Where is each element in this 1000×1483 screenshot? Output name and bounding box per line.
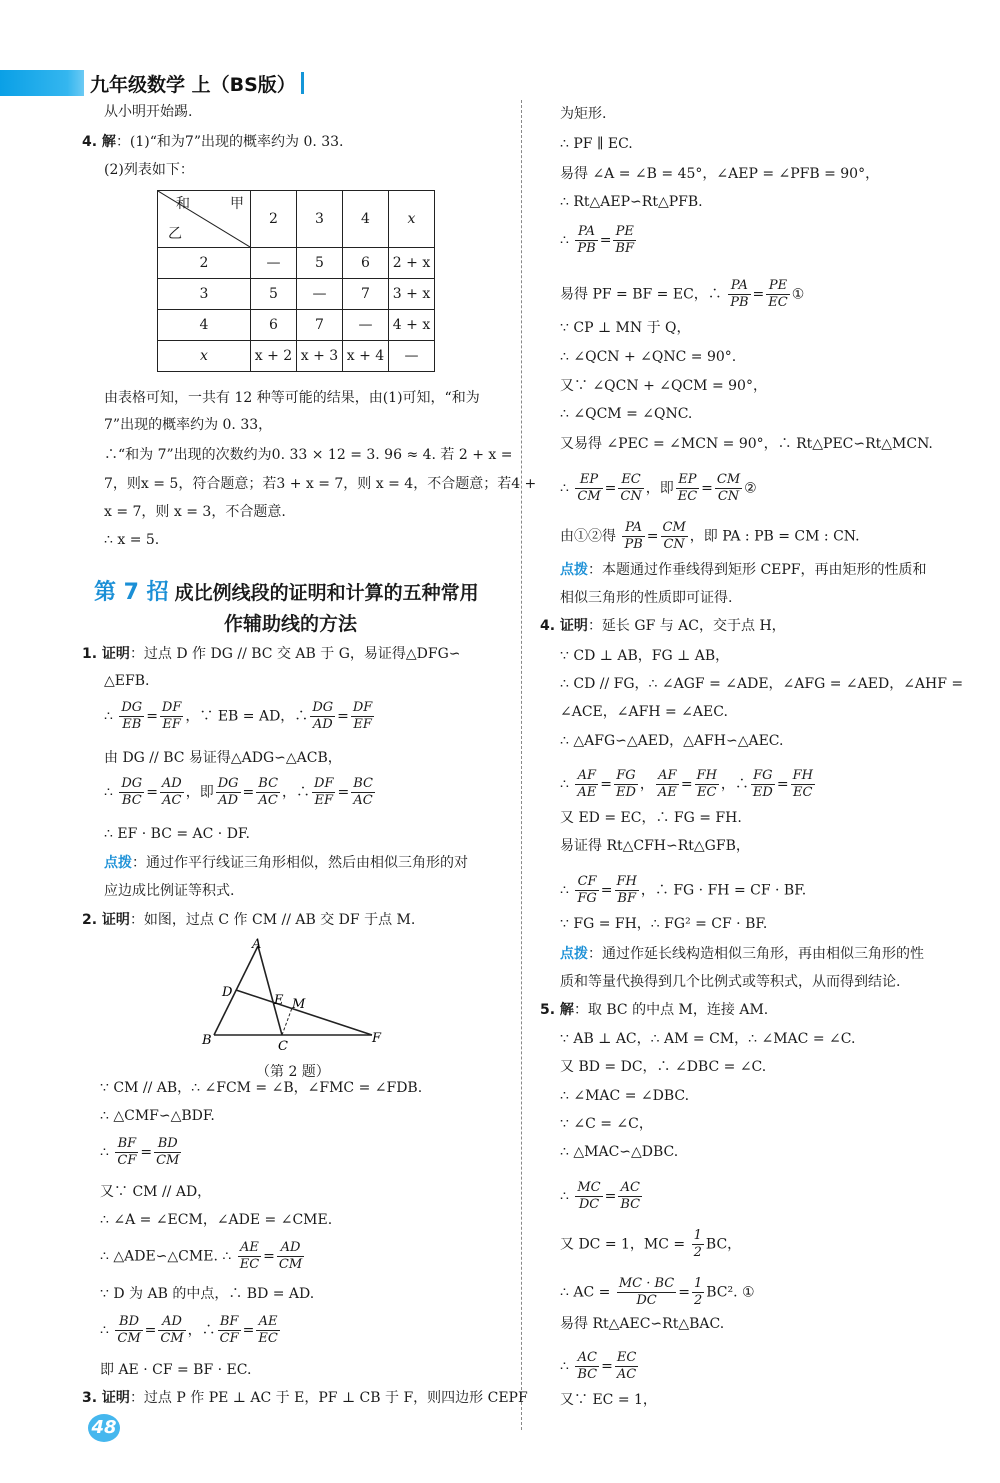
fraction-numerator: AD xyxy=(158,1314,185,1331)
table-row xyxy=(158,310,435,341)
text-line: ：(1)“和为7”出现的概率约为 0. 33. xyxy=(115,134,344,150)
formula-text: ，∴ xyxy=(720,776,749,793)
fraction-numerator: AD xyxy=(161,776,182,791)
corner-label-he: 和 xyxy=(176,196,190,212)
formula-line: ∴ △ADE∽△CME. ∴ $\frac{AE}{EC}$ = $\frac{AD}{CM}$ xyxy=(100,1240,303,1272)
fraction xyxy=(618,1180,642,1213)
text-line: ∴ CD // FG，∴ ∠AGF = ∠ADE，∠AFG = ∠AED，∠AHF = xyxy=(560,676,964,692)
formula-text: ，即 xyxy=(645,480,674,497)
fraction-denominator: BC xyxy=(577,1367,598,1382)
fraction-denominator: EC xyxy=(768,295,788,310)
text-line: 应边成比例证等积式. xyxy=(104,883,235,899)
formula-text: ∴ xyxy=(560,882,569,899)
fraction-denominator: 2 xyxy=(693,1245,702,1260)
text-line: 又 BD = DC，∴ ∠DBC = ∠C. xyxy=(560,1059,767,1075)
fraction-denominator: ED xyxy=(752,785,773,800)
proof-label: 3. 证明 xyxy=(82,1390,130,1406)
text-line: ：本题通过作垂线得到矩形 CEPF，再由矩形的性质和 xyxy=(588,562,927,578)
fraction-denominator: BF xyxy=(615,241,634,256)
proof-4 xyxy=(540,616,786,636)
table-row-header: 2 xyxy=(158,248,251,279)
formula-line: ∴ $\frac{CF}{FG}$ = $\frac{FH}{BF}$ ，∴ FG · FH = CF · BF. xyxy=(560,874,807,906)
formula-text: ，即 xyxy=(185,784,214,801)
fraction xyxy=(575,768,598,801)
formula-text: ，∴ xyxy=(187,1322,216,1339)
fraction-numerator: BC xyxy=(353,776,373,791)
formula-line xyxy=(560,1228,741,1261)
fraction-numerator: CM xyxy=(716,472,741,487)
text-line: ∴ ∠MAC = ∠DBC. xyxy=(560,1088,690,1104)
fraction xyxy=(256,1314,279,1347)
text-line: ∴ ∠QCM = ∠QNC. xyxy=(560,406,693,422)
fraction xyxy=(160,700,183,733)
fraction-denominator: EC xyxy=(677,489,698,504)
formula-text: ，即 PA : PB = CM : CN. xyxy=(689,528,860,545)
formula-text: 又 DC = 1，MC = xyxy=(560,1236,686,1253)
fraction-denominator: AC xyxy=(162,793,182,808)
point-label-d: D xyxy=(222,985,233,1000)
fraction-denominator: CF xyxy=(117,1153,137,1168)
formula-line: ∴ $\frac{BF}{CF}$ = $\frac{BD}{CM}$ xyxy=(100,1136,180,1168)
fraction-numerator: BC xyxy=(258,776,279,791)
fraction-numerator: AE xyxy=(256,1314,279,1331)
fraction xyxy=(160,776,184,809)
formula-line: 易得 PF = BF = EC，∴ $\frac{PA}{PB}$ = $\frac{PE}{EC}$ ① xyxy=(560,278,805,310)
question-4 xyxy=(82,132,344,152)
fraction-numerator: DG xyxy=(312,700,334,715)
formula-line: ∴ AC = $\frac{MC \cdot BC}{DC}$ = $\frac{1}{2}$ BC². ① xyxy=(560,1276,755,1308)
text-line: ∵ CP ⊥ MN 于 Q， xyxy=(560,320,691,336)
proof-2 xyxy=(82,910,415,930)
fraction-numerator: DF xyxy=(161,700,182,715)
fraction-numerator: BD xyxy=(115,1314,142,1331)
formula-text: ② xyxy=(744,480,757,497)
text-line: ∴ △CMF∽△BDF. xyxy=(100,1108,215,1124)
fraction xyxy=(154,1136,181,1169)
fraction xyxy=(676,472,699,505)
table-cell: 3 + x xyxy=(389,279,435,310)
fraction-numerator: FH xyxy=(792,768,813,783)
table-cell: 7 xyxy=(343,279,389,310)
tip-line xyxy=(560,944,924,964)
formula-line: ∴ $\frac{EP}{CM}$ = $\frac{EC}{CN}$ ，即 $\frac{EP}{EC}$ = $\frac{CM}{CN}$ ② xyxy=(560,472,757,504)
fraction-denominator: EF xyxy=(314,793,334,808)
fraction-numerator: PA xyxy=(575,224,597,241)
fraction-denominator: PB xyxy=(624,537,643,552)
point-label-m: M xyxy=(292,997,306,1012)
question-5 xyxy=(540,1000,768,1020)
fraction-denominator: CN xyxy=(663,537,685,552)
point-label-b: B xyxy=(202,1033,212,1048)
fraction-numerator: BD xyxy=(154,1136,181,1153)
text-line: ：取 BC 的中点 M，连接 AM. xyxy=(573,1002,769,1018)
fraction-numerator: PA xyxy=(728,278,750,295)
table-cell: — xyxy=(251,248,297,279)
tip-line xyxy=(104,853,468,873)
tip-line xyxy=(560,560,927,580)
table-cell: x + 2 xyxy=(251,341,297,372)
text-line: 易得 ∠A = ∠B = 45°，∠AEP = ∠PFB = 90°， xyxy=(560,166,880,182)
fraction-denominator: EB xyxy=(122,717,142,732)
fraction xyxy=(661,520,688,553)
fraction-denominator: EC xyxy=(258,1331,278,1346)
fraction-denominator: DC xyxy=(578,1197,600,1212)
text-line: ∵ CD ⊥ AB，FG ⊥ AB， xyxy=(560,648,730,664)
tip-label: 点拨 xyxy=(560,946,588,962)
fraction xyxy=(115,1314,142,1347)
proof-label: 4. 证明 xyxy=(540,618,588,634)
fraction-denominator: CM xyxy=(160,1331,184,1346)
fraction xyxy=(728,278,750,311)
fraction-numerator: AC xyxy=(575,1350,599,1367)
fraction xyxy=(310,700,335,733)
page-header-title: 九年级数学 上（BS版） xyxy=(90,74,296,96)
section-badge: 第 7 招 xyxy=(94,580,169,605)
fraction xyxy=(751,768,775,801)
text-line: ∴ EF · BC = AC · DF. xyxy=(104,826,250,842)
formula-line: ∴ $\frac{MC}{DC}$ = $\frac{AC}{BC}$ xyxy=(560,1180,641,1212)
formula-text: ∴ xyxy=(100,1144,109,1161)
fraction-numerator: DF xyxy=(314,776,334,791)
fraction xyxy=(575,1350,599,1383)
text-line: ：如图，过点 C 作 CM // AB 交 DF 于点 M. xyxy=(129,912,416,928)
table-row xyxy=(158,248,435,279)
fraction-denominator: EC xyxy=(239,1257,260,1272)
text-line: ∠ACE，∠AFH = ∠AEC. xyxy=(560,704,728,720)
fraction-numerator: MC xyxy=(577,1180,601,1195)
fraction-denominator: AE xyxy=(657,785,677,800)
text-line: 相似三角形的性质即可证得. xyxy=(560,590,733,606)
text-line: ：通过作平行线证三角形相似，然后由相似三角形的对 xyxy=(132,855,468,871)
fraction-denominator: AD xyxy=(312,717,333,732)
fraction-denominator: AE xyxy=(577,785,597,800)
fraction-numerator: EC xyxy=(616,1350,637,1365)
fraction-denominator: CM xyxy=(117,1331,141,1346)
fraction-denominator: AD xyxy=(218,793,239,808)
fraction-numerator: AE xyxy=(238,1240,261,1257)
table-row-header: x xyxy=(158,341,251,372)
fraction xyxy=(618,472,643,505)
fraction-numerator: CF xyxy=(575,874,598,891)
fraction-numerator: BF xyxy=(115,1136,138,1153)
text-line: ∵ ∠C = ∠C， xyxy=(560,1116,653,1132)
fraction-numerator: FG xyxy=(614,768,638,785)
text-line: ：过点 P 作 PE ⊥ AC 于 E，PF ⊥ CB 于 F，则四边形 CEPF xyxy=(129,1390,528,1406)
question-label: 4. 解 xyxy=(82,134,116,150)
table-cell: — xyxy=(297,279,343,310)
formula-text: ① xyxy=(791,286,805,303)
fraction-numerator: DG xyxy=(217,776,239,791)
fraction-numerator: AF xyxy=(575,768,598,785)
fraction xyxy=(256,776,280,809)
fraction xyxy=(692,1228,704,1261)
table-cell: 2 + x xyxy=(389,248,435,279)
formula-text: ∴ xyxy=(560,232,569,249)
fraction-numerator: DF xyxy=(352,700,373,715)
table-col-header: x xyxy=(389,191,435,248)
header-divider xyxy=(301,72,304,94)
point-label-e: E xyxy=(274,993,284,1008)
text-line: ∵ CM // AB，∴ ∠FCM = ∠B，∠FMC = ∠FDB. xyxy=(100,1080,423,1096)
fraction xyxy=(617,1276,676,1309)
text-line: 即 AE · CF = BF · EC. xyxy=(100,1362,252,1378)
text-line: ∵ D 为 AB 的中点，∴ BD = AD. xyxy=(100,1286,315,1302)
text-line: ∴ PF ∥ EC. xyxy=(560,136,633,152)
fraction-denominator: PB xyxy=(577,241,596,256)
text-line: x = 7，则 x = 3，不合题意. xyxy=(104,504,286,520)
fraction xyxy=(119,700,144,733)
section-title-line1: 成比例线段的证明和计算的五种常用 xyxy=(174,582,479,604)
geometry-figure xyxy=(196,938,396,1058)
table-cell: — xyxy=(389,341,435,372)
tip-label: 点拨 xyxy=(560,562,588,578)
formula-text: BC， xyxy=(705,1236,742,1253)
table-row xyxy=(158,341,435,372)
formula-text: ∴ △ADE∽△CME. ∴ xyxy=(100,1248,232,1265)
fraction-numerator: EP xyxy=(676,472,699,489)
formula-text: ∴ xyxy=(100,1322,109,1339)
fraction-denominator: CN xyxy=(717,489,740,504)
fraction-numerator: FG xyxy=(751,768,775,785)
figure-caption: （第 2 题） xyxy=(256,1064,330,1080)
fraction xyxy=(615,1350,638,1383)
formula-text: ∴ xyxy=(560,1188,569,1205)
fraction-denominator: BC xyxy=(620,1197,641,1212)
fraction-numerator: PE xyxy=(766,278,789,295)
fraction-numerator: DG xyxy=(121,776,143,791)
fraction xyxy=(614,768,638,801)
fraction-numerator: PE xyxy=(613,224,636,241)
fraction xyxy=(791,768,815,801)
fraction-denominator: AC xyxy=(258,793,278,808)
fraction-denominator: DC xyxy=(636,1293,657,1308)
formula-text: BC². ① xyxy=(706,1284,755,1301)
text-line: 又 ED = EC，∴ FG = FH. xyxy=(560,810,742,826)
text-line: 易得 Rt△AEC∽Rt△BAC. xyxy=(560,1316,725,1332)
text-line: 由表格可知，一共有 12 种等可能的结果，由(1)可知，“和为 xyxy=(104,390,480,406)
section-title xyxy=(94,575,479,606)
text-line: ∴ ∠A = ∠ECM，∠ADE = ∠CME. xyxy=(100,1212,333,1228)
table-cell: 7 xyxy=(297,310,343,341)
point-label-f: F xyxy=(372,1031,382,1046)
fraction-numerator: CM xyxy=(662,520,686,535)
page-number: 48 xyxy=(88,1414,120,1442)
fraction-denominator: CM xyxy=(278,1257,303,1272)
column-divider xyxy=(521,100,522,1430)
fraction-denominator: PB xyxy=(730,295,749,310)
table-cell: 6 xyxy=(343,248,389,279)
fraction xyxy=(622,520,644,553)
fraction-numerator: AD xyxy=(277,1240,304,1257)
table-cell: 4 + x xyxy=(389,310,435,341)
fraction-denominator: EC xyxy=(697,785,717,800)
fraction-numerator: AC xyxy=(618,1180,642,1197)
formula-line: ∴ $\frac{BD}{CM}$ = $\frac{AD}{CM}$ ，∴ $\frac{BF}{CF}$ = $\frac{AE}{EC}$ xyxy=(100,1314,278,1346)
table-corner-cell xyxy=(158,191,251,248)
fraction xyxy=(351,700,374,733)
text-line: 为矩形. xyxy=(560,106,607,122)
table-col-header: 3 xyxy=(297,191,343,248)
formula-text: ∴ xyxy=(560,1358,569,1375)
fraction-denominator: CF xyxy=(219,1331,239,1346)
fraction xyxy=(615,874,639,907)
text-line: ∴ ∠QCN + ∠QNC = 90°. xyxy=(560,349,737,365)
table-cell: 5 xyxy=(297,248,343,279)
text-line: 由 DG // BC 易证得△ADG∽△ACB， xyxy=(104,750,342,766)
fraction xyxy=(277,1240,304,1273)
formula-line: ∴ $\frac{DG}{BC}$ = $\frac{AD}{AC}$ ，即 $\frac{DG}{AD}$ = $\frac{BC}{AC}$ ，∴ $\frac{DF}{EF}$ = $\frac{BC}{AC}$ xyxy=(104,776,373,808)
fraction xyxy=(575,874,598,907)
formula-text: ∴ AC = xyxy=(560,1284,611,1301)
corner-label-jia: 甲 xyxy=(230,196,244,212)
fraction xyxy=(115,1136,138,1169)
fraction xyxy=(575,472,602,505)
formula-line: ∴ $\frac{DG}{EB}$ = $\frac{DF}{EF}$ ，∵ EB = AD，∴ $\frac{DG}{AD}$ = $\frac{DF}{EF}$ xyxy=(104,700,373,732)
header-color-bar xyxy=(0,70,84,96)
text-line: 7，则x = 5，符合题意；若3 + x = 7，则 x = 4，不合题意；若4 + xyxy=(104,476,537,492)
text-line: 又易得 ∠PEC = ∠MCN = 90°，∴ Rt△PEC∽Rt△MCN. xyxy=(560,436,933,452)
fraction xyxy=(238,1240,261,1273)
fraction xyxy=(613,224,636,257)
formula-text: ，∴ FG · FH = CF · BF. xyxy=(640,882,807,899)
fraction-numerator: FH xyxy=(696,768,717,783)
fraction xyxy=(692,1276,704,1309)
fraction-numerator: FH xyxy=(616,874,637,889)
table-cell: x + 3 xyxy=(297,341,343,372)
fraction-denominator: CM xyxy=(577,489,601,504)
fraction xyxy=(158,1314,185,1347)
formula-text: ∴ xyxy=(560,776,569,793)
table-row-header: 3 xyxy=(158,279,251,310)
fraction-denominator: 2 xyxy=(693,1293,703,1308)
table-cell: — xyxy=(343,310,389,341)
corner-label-yi: 乙 xyxy=(168,226,182,242)
text-line: ∵ AB ⊥ AC，∴ AM = CM，∴ ∠MAC = ∠C. xyxy=(560,1031,856,1047)
table-cell: x + 4 xyxy=(343,341,389,372)
fraction-denominator: FG xyxy=(577,891,597,906)
formula-text: ，∵ EB = AD，∴ xyxy=(185,708,309,725)
text-line: ∴“和为 7”出现的次数约为0. 33 × 12 = 3. 96 ≈ 4. 若 2 + x = xyxy=(104,447,513,463)
fraction-denominator: CN xyxy=(620,489,642,504)
fraction xyxy=(312,776,335,809)
text-line: 7”出现的概率约为 0. 33， xyxy=(104,417,273,433)
question-label: 5. 解 xyxy=(540,1002,574,1018)
table-cell: 6 xyxy=(251,310,297,341)
fraction-denominator: CM xyxy=(156,1153,180,1168)
fraction-numerator: EC xyxy=(618,472,643,489)
fraction-denominator: AC xyxy=(616,1367,637,1382)
text-line: 又∵ ∠QCN + ∠QCM = 90°， xyxy=(560,378,767,394)
section-title-line2: 作辅助线的方法 xyxy=(224,613,358,635)
table-row xyxy=(158,279,435,310)
fraction-denominator: ED xyxy=(616,785,636,800)
fraction-denominator: EF xyxy=(353,717,372,732)
fraction-denominator: BF xyxy=(617,891,636,906)
formula-line: ∴ $\frac{AC}{BC}$ = $\frac{EC}{AC}$ xyxy=(560,1350,637,1382)
fraction xyxy=(656,768,679,801)
table-col-header: 4 xyxy=(343,191,389,248)
formula-line: 由①②得 $\frac{PA}{PB}$ = $\frac{CM}{CN}$ ，即 PA : PB = CM : CN. xyxy=(560,520,860,552)
formula-line: ∴ $\frac{PA}{PB}$ = $\frac{PE}{BF}$ xyxy=(560,224,634,256)
formula-text: 易得 PF = BF = EC，∴ xyxy=(560,286,722,303)
text-line: ∴ △AFG∽△AED，△AFH∽△AEC. xyxy=(560,733,784,749)
text-line: ∴ △MAC∽△DBC. xyxy=(560,1144,679,1160)
text-line: 质和等量代换得到几个比例式或等积式，从而得到结论. xyxy=(560,974,901,990)
formula-text: ∴ xyxy=(104,784,113,801)
text-line: ∵ FG = FH，∴ FG² = CF · BF. xyxy=(560,916,768,932)
formula-text: 由①②得 xyxy=(560,528,616,545)
fraction xyxy=(216,776,241,809)
text-line: ∴ Rt△AEP∽Rt△PFB. xyxy=(560,194,703,210)
point-label-a: A xyxy=(252,938,262,952)
fraction-denominator: EF xyxy=(162,717,181,732)
table-cell: 5 xyxy=(251,279,297,310)
fraction xyxy=(715,472,742,505)
text-line: 又∵ EC = 1， xyxy=(560,1392,657,1408)
text-line: 又∵ CM // AD， xyxy=(100,1184,212,1200)
text-line: ：过点 D 作 DG // BC 交 AB 于 G，易证得△DFG∽ xyxy=(129,646,461,662)
proof-1 xyxy=(82,644,461,664)
tip-label: 点拨 xyxy=(104,855,132,871)
fraction-numerator: 1 xyxy=(693,1276,703,1291)
fraction xyxy=(695,768,719,801)
table-header-row xyxy=(158,191,435,248)
fraction xyxy=(766,278,789,311)
fraction-denominator: EC xyxy=(793,785,813,800)
proof-3 xyxy=(82,1388,528,1408)
text-line: ∴ x = 5. xyxy=(104,532,160,548)
probability-table xyxy=(157,190,435,372)
proof-label: 1. 证明 xyxy=(82,646,130,662)
fraction-numerator: EP xyxy=(575,472,602,489)
fraction-numerator: DG xyxy=(121,700,143,715)
point-label-c: C xyxy=(278,1039,288,1054)
text-line: ：通过作延长线构造相似三角形，再由相似三角形的性 xyxy=(588,946,924,962)
formula-text: ∴ xyxy=(560,480,569,497)
proof-label: 2. 证明 xyxy=(82,912,130,928)
fraction xyxy=(575,224,597,257)
text-line: ：延长 GF 与 AC，交于点 H， xyxy=(587,618,786,634)
fraction xyxy=(218,1314,241,1347)
fraction xyxy=(119,776,144,809)
fraction xyxy=(575,1180,602,1213)
fraction-numerator: AF xyxy=(656,768,679,785)
formula-text: ∴ xyxy=(104,708,113,725)
formula-line: ∴ $\frac{AF}{AE}$ = $\frac{FG}{ED}$ ， $\frac{AF}{AE}$ = $\frac{FH}{EC}$ ，∴ $\frac{FG}{ED}$ = $\frac{FH}{EC}$ xyxy=(560,768,813,800)
fraction-numerator: 1 xyxy=(693,1228,702,1243)
text-line: △EFB. xyxy=(104,673,150,689)
text-line: 从小明开始踢. xyxy=(104,104,193,120)
fraction-denominator: BC xyxy=(121,793,142,808)
fraction-numerator: MC · BC xyxy=(618,1276,675,1291)
table-col-header: 2 xyxy=(251,191,297,248)
formula-text: ，∴ xyxy=(282,784,311,801)
fraction xyxy=(351,776,375,809)
fraction-denominator: AC xyxy=(353,793,373,808)
fraction-numerator: PA xyxy=(622,520,644,537)
text-line: 易证得 Rt△CFH∽Rt△GFB， xyxy=(560,838,750,854)
text-line: (2)列表如下： xyxy=(104,162,194,178)
formula-text: ， xyxy=(639,776,654,793)
fraction-numerator: BF xyxy=(218,1314,241,1331)
table-row-header: 4 xyxy=(158,310,251,341)
